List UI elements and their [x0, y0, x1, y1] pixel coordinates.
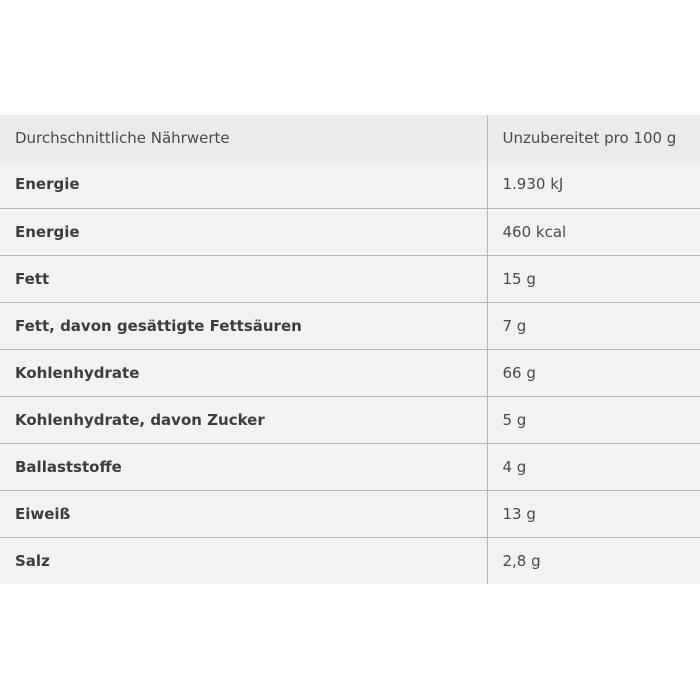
- nutrient-value: 460 kcal: [487, 208, 700, 255]
- nutrient-value: 2,8 g: [487, 537, 700, 584]
- nutrient-value: 5 g: [487, 396, 700, 443]
- table-row: [0, 490, 700, 537]
- table-header: [0, 115, 700, 161]
- nutrient-name: Kohlenhydrate, davon Zucker: [0, 396, 487, 443]
- nutrient-value: 66 g: [487, 349, 700, 396]
- nutrient-value: 1.930 kJ: [487, 161, 700, 208]
- nutrient-value: 15 g: [487, 255, 700, 302]
- nutrient-value: 4 g: [487, 443, 700, 490]
- table-row: [0, 537, 700, 584]
- nutrient-name: Fett, davon gesättigte Fettsäuren: [0, 302, 487, 349]
- nutrient-name: Eiweiß: [0, 490, 487, 537]
- nutrient-name: Fett: [0, 255, 487, 302]
- nutrition-table: [0, 115, 700, 584]
- nutrient-name: Energie: [0, 208, 487, 255]
- nutrient-value: 7 g: [487, 302, 700, 349]
- table-row: [0, 161, 700, 208]
- table-row: [0, 443, 700, 490]
- header-row: [0, 115, 700, 161]
- table-body: [0, 161, 700, 584]
- table-row: [0, 255, 700, 302]
- nutrient-name: Energie: [15, 175, 80, 194]
- nutrient-name: Ballaststoffe: [0, 443, 487, 490]
- nutrient-name: Kohlenhydrate: [0, 349, 487, 396]
- nutrient-value: 13 g: [487, 490, 700, 537]
- header-value-label: Unzubereitet pro 100 g: [487, 115, 700, 161]
- table-row: [0, 349, 700, 396]
- table-row: [0, 396, 700, 443]
- table-row: [0, 208, 700, 255]
- nutrient-name: Salz: [0, 537, 487, 584]
- header-nutrient-label: Durchschnittliche Nährwerte: [15, 129, 230, 147]
- table-row: [0, 302, 700, 349]
